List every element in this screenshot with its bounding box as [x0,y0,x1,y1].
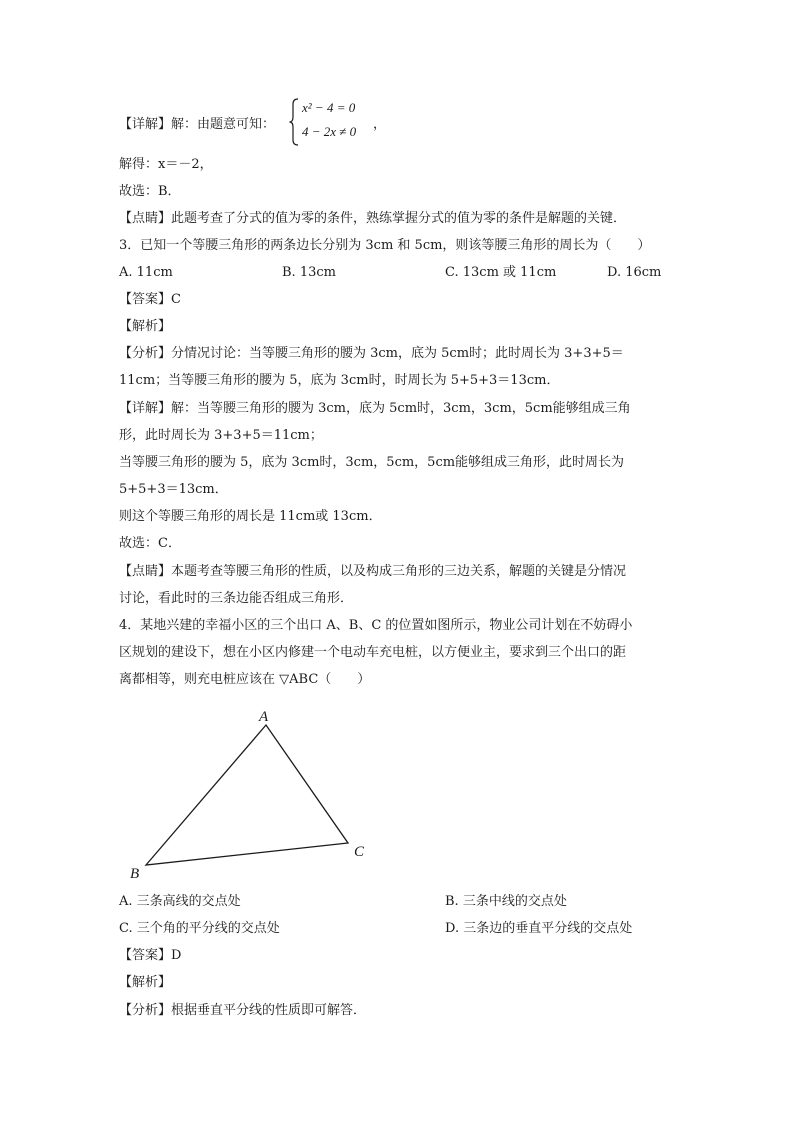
answer-4: 【答案】D [119,948,182,963]
detail-3-line-5: 则这个等腰三角形的周长是 11cm或 13cm． [119,509,382,524]
analysis-heading-4: 【解析】 [119,975,172,990]
question-4-line-1: 4．某地兴建的幸福小区的三个出口 A、B、C 的位置如图所示，物业公司计划在不妨碍小 [119,618,633,633]
vertex-label-b: B [130,866,140,882]
question-3: 3．已知一个等腰三角形的两条边长分别为 3cm 和 5cm，则该等腰三角形的周长为（ ） [119,238,651,253]
analysis-heading-3: 【解析】 [119,319,172,334]
answer-3: 【答案】C [119,292,181,307]
q3-option-a: A. 11cm [119,265,173,280]
q4-option-d: D. 三条边的垂直平分线的交点处 [445,921,633,936]
detail-3-line-6: 故选：C． [119,536,181,551]
solve-result: 解得：x＝－2， [119,157,213,172]
q3-option-d: D. 16cm [607,265,662,280]
equation-two: 4 − 2x ≠ 0 [302,124,357,139]
equation-comma: ， [373,117,387,132]
detail-3-line-1: 【详解】解：当等腰三角形的腰为 3cm，底为 5cm时，3cm，3cm，5cm能够组成三角 [119,401,631,416]
comment-q2: 【点睛】此题考查了分式的值为零的条件，熟练掌握分式的值为零的条件是解题的关键． [119,211,627,226]
q3-option-b: B. 13cm [282,265,336,280]
vertex-label-a: A [259,709,269,725]
vertex-label-c: C [354,844,365,860]
q4-option-c: C. 三个角的平分线的交点处 [119,921,280,936]
q3-option-c: C. 13cm 或 11cm [445,265,557,280]
detail-3-line-2: 形，此时周长为 3+3+5＝11cm； [119,428,323,443]
question-4-line-3: 离都相等，则充电桩应该在 ▽ABC（ ） [119,672,371,687]
solution-equation-system [119,98,399,146]
comment-3-line-2: 讨论，看此时的三条边能否组成三角形． [119,591,354,606]
detail-3-line-3: 当等腰三角形的腰为 5，底为 3cm时，3cm，5cm，5cm能够组成三角形，此时周长为 [119,455,625,470]
analysis-3-line-1: 【分析】分情况讨论：当等腰三角形的腰为 3cm，底为 5cm时；此时周长为 3+3+5＝ [119,346,624,361]
analysis-4: 【分析】根据垂直平分线的性质即可解答． [119,1003,367,1018]
left-brace-icon [289,98,299,146]
q4-option-b: B. 三条中线的交点处 [445,894,567,909]
detail-lead-text: 【详解】解：由题意可知： [119,117,276,132]
analysis-3-line-2: 11cm；当等腰三角形的腰为 5，底为 3cm时，时周长为 5+5+3＝13cm． [119,373,560,388]
detail-3-line-4: 5+5+3＝13cm． [119,482,228,497]
comment-3-line-1: 【点睛】本题考查等腰三角形的性质，以及构成三角形的三边关系，解题的关键是分情况 [119,564,627,579]
question-4-line-2: 区规划的建设下，想在小区内修建一个电动车充电桩，以方便业主，要求到三个出口的距 [119,645,627,660]
q4-option-a: A. 三条高线的交点处 [119,894,241,909]
triangle-abc [146,725,348,865]
choice-b-text: 故选：B． [119,184,181,199]
equation-one: x² − 4 = 0 [302,100,356,115]
